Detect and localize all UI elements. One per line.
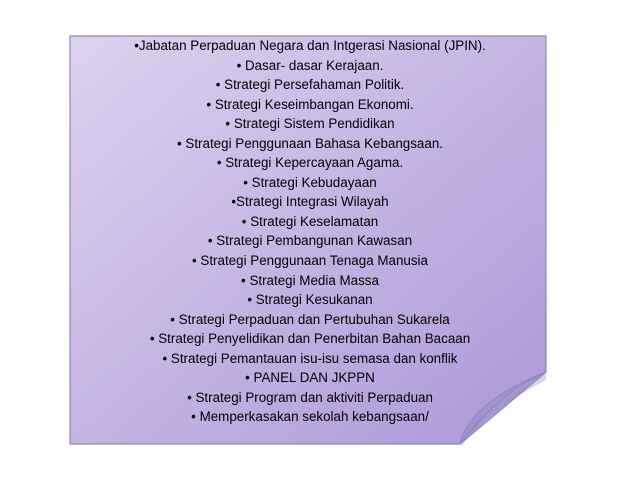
note-line: • Strategi Keseimbangan Ekonomi.: [206, 96, 414, 112]
note-line: • Strategi Kesukanan: [247, 292, 373, 308]
note-line: • PANEL DAN JKPPN: [245, 370, 375, 386]
note-line: • Strategi Program dan aktiviti Perpaduan: [187, 389, 433, 405]
note-line: • Strategi Penggunaan Bahasa Kebangsaan.: [176, 135, 443, 151]
note-line: • Strategi Pembangunan Kawasan: [207, 233, 413, 249]
note-line: • Strategi Persefahaman Politik.: [215, 77, 405, 93]
note-line: • Strategi Penyelidikan dan Penerbitan Bahan Bacaan: [149, 331, 471, 347]
note-line: •Jabatan Perpaduan Negara dan Intgerasi Nasional (JPIN).: [134, 38, 486, 53]
note-line: • Dasar- dasar Kerajaan.: [236, 57, 384, 73]
note-line: • Strategi Kepercayaan Agama.: [216, 155, 404, 171]
note-line: • Strategi Pemantauan isu-isu semasa dan konflik: [162, 350, 458, 366]
note-text-block: [72, 36, 548, 427]
note-line: • Strategi Sistem Pendidikan: [225, 116, 395, 132]
note-line: • Strategi Penggunaan Tenaga Manusia: [192, 253, 428, 269]
note-line: • Strategi Kebudayaan: [243, 174, 377, 190]
note-line: •Strategi Integrasi Wilayah: [231, 194, 389, 210]
note-line: • Memperkasakan sekolah kebangsaan/: [191, 409, 429, 425]
note-line: • Strategi Keselamatan: [241, 213, 379, 229]
note-line: • Strategi Media Massa: [241, 272, 379, 288]
note-line: • Strategi Perpaduan dan Pertubuhan Sukarela: [170, 311, 450, 327]
